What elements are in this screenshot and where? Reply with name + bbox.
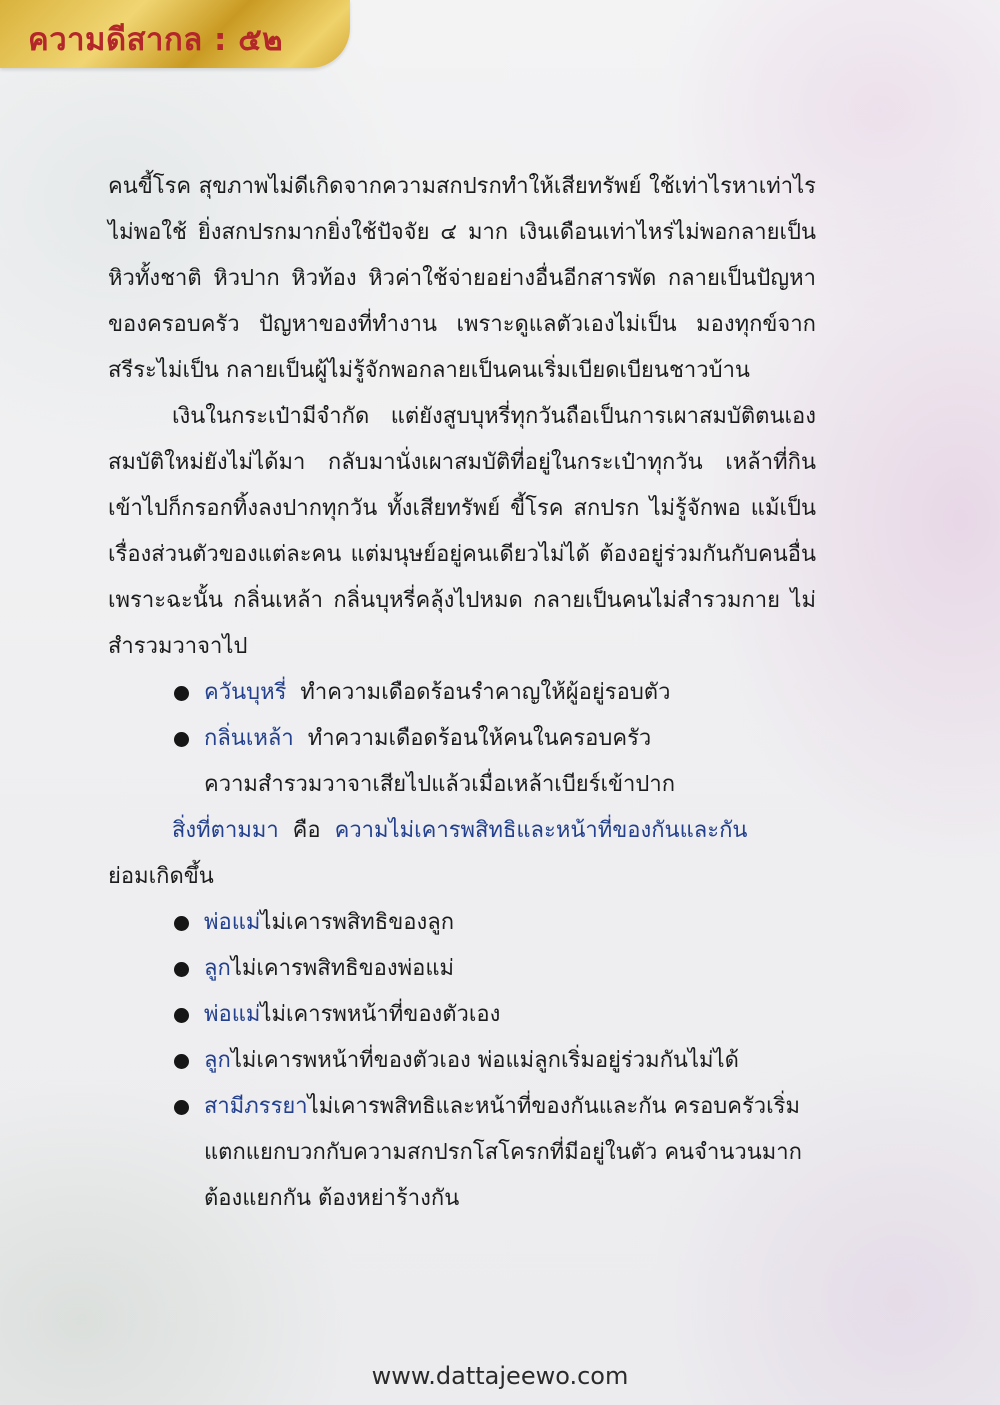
bullet-subtext: ความสำรวมวาจาเสียไปแล้วเมื่อเหล้าเบียร์เข้าปาก bbox=[204, 772, 676, 797]
bullet-keyword: กลิ่นเหล้า bbox=[204, 726, 294, 751]
list-item bbox=[108, 900, 816, 946]
list-item bbox=[108, 992, 816, 1038]
bullet-dot-icon bbox=[174, 732, 189, 747]
bullet-text: ไม่เคารพหน้าที่ของตัวเอง พ่อแม่ลูกเริ่มอยู่ร่วมกันไม่ได้ bbox=[230, 1048, 739, 1073]
page-body bbox=[108, 164, 816, 1222]
chapter-title: ความดีสากล : ๕๒ bbox=[28, 22, 284, 58]
bullet-text: ไม่เคารพสิทธิของพ่อแม่ bbox=[230, 956, 455, 981]
consequence-mid: คือ bbox=[292, 818, 321, 843]
bullet-dot-icon bbox=[174, 686, 189, 701]
list-item bbox=[108, 716, 816, 808]
bullet-dot-icon bbox=[174, 962, 189, 977]
list-item bbox=[108, 1084, 816, 1222]
bullet-dot-icon bbox=[174, 1008, 189, 1023]
consequence-key: ความไม่เคารพสิทธิและหน้าที่ของกันและกัน bbox=[334, 818, 748, 843]
list-item bbox=[108, 670, 816, 716]
bullet-list-2 bbox=[108, 900, 816, 1222]
bullet-keyword: พ่อแม่ bbox=[204, 910, 261, 935]
bullet-keyword: ควันบุหรี่ bbox=[204, 680, 287, 705]
bullet-keyword: ลูก bbox=[204, 956, 231, 981]
bullet-dot-icon bbox=[174, 1100, 189, 1115]
bullet-keyword: ลูก bbox=[204, 1048, 231, 1073]
bullet-dot-icon bbox=[174, 1054, 189, 1069]
footer-website: www.dattajeewo.com bbox=[371, 1362, 629, 1390]
bullet-text: ไม่เคารพหน้าที่ของตัวเอง bbox=[260, 1002, 501, 1027]
bullet-list-1 bbox=[108, 670, 816, 808]
consequence-lead: สิ่งที่ตามมา bbox=[172, 818, 279, 843]
bullet-dot-icon bbox=[174, 916, 189, 931]
bullet-text: ไม่เคารพสิทธิของลูก bbox=[260, 910, 455, 935]
paragraph-2: เงินในกระเป๋ามีจำกัด แต่ยังสูบบุหรี่ทุกวันถือเป็นการเผาสมบัติตนเอง สมบัติใหม่ยังไม่ได้มา กลับมานั่งเผาสมบัติที่อยู่ในกระเป๋าทุกวัน เหล้าที่กินเข้าไปก็กรอกทิ้งลงปากทุกวัน ทั้งเสียทรัพย์ ขี้โรค สกปรก ไม่รู้จักพอ แม้เป็นเรื่องส่วนตัวของแต่ละคน แต่มนุษย์อยู่คนเดียวไม่ได้ ต้องอยู่ร่วมกันกับคนอื่น เพราะฉะนั้น กลิ่นเหล้า กลิ่นบุหรี่คลุ้งไปหมด กลายเป็นคนไม่สำรวมกาย ไม่สำรวมวาจาไป bbox=[108, 404, 816, 659]
bullet-text: ทำความเดือดร้อนให้คนในครอบครัว bbox=[307, 726, 652, 751]
chapter-header-tab bbox=[0, 0, 350, 68]
list-item bbox=[108, 946, 816, 992]
paragraph-1: คนขี้โรค สุขภาพไม่ดีเกิดจากความสกปรกทำให้เสียทรัพย์ ใช้เท่าไรหาเท่าไรไม่พอใช้ ยิ่งสกปรกมากยิ่งใช้ปัจจัย ๔ มาก เงินเดือนเท่าไหร่ไม่พอกลายเป็นหิวทั้งชาติ หิวปาก หิวท้อง หิวค่าใช้จ่ายอย่างอื่นอีกสารพัด กลายเป็นปัญหาของครอบครัว ปัญหาของที่ทำงาน เพราะดูแลตัวเองไม่เป็น มองทุกข์จากสรีระไม่เป็น กลายเป็นผู้ไม่รู้จักพอกลายเป็นคนเริ่มเบียดเบียนชาวบ้าน bbox=[108, 174, 816, 383]
bullet-text: ไม่เคารพสิทธิและหน้าที่ของกันและกัน ครอบครัวเริ่มแตกแยกบวกกับความสกปรกโสโครกที่มีอยู่ในตัว คนจำนวนมากต้องแยกกัน ต้องหย่าร้างกัน bbox=[204, 1094, 802, 1211]
bullet-keyword: พ่อแม่ bbox=[204, 1002, 261, 1027]
consequence-paragraph bbox=[108, 808, 816, 900]
bullet-keyword: สามีภรรยา bbox=[204, 1094, 308, 1119]
list-item bbox=[108, 1038, 816, 1084]
consequence-tail: ย่อมเกิดขึ้น bbox=[108, 864, 214, 889]
bullet-text: ทำความเดือดร้อนรำคาญให้ผู้อยู่รอบตัว bbox=[300, 680, 671, 705]
